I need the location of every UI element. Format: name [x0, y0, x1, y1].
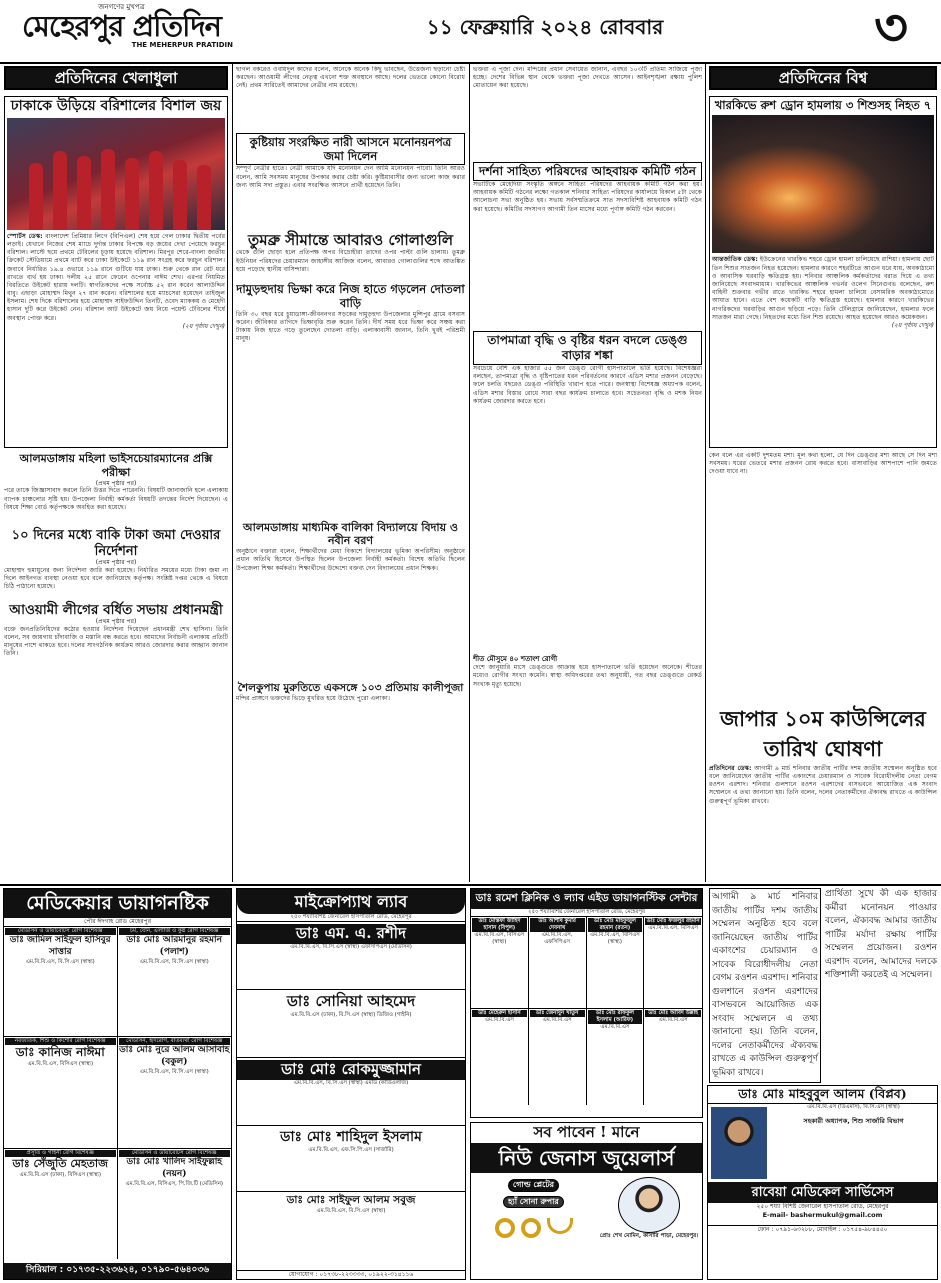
ads-rule	[0, 884, 941, 886]
world-body: ইউক্রেনের খারকিভ শহরে ড্রোন হামলা চালিয়েছে রাশিয়া। হামলায় ছোট তিন শিশুর সাতজন নিহত হয়েছেন। হামলার কারণে শহরটিতে আগুন ধরে যায়, অবকাঠামো ও আবাসিক ঘরবাড়ি ক্ষতিগ্রস্ত হয়। শনিবার আঞ্চলিক কর্মকর্তাদের বরাত দিয়ে এ তথ্য জানিয়েছে সংবাদমাধ্যম। খারকিভের আঞ্চলিক গভর্নর ওলেগ সিনেগুবভ বলেছেন, রুশ বাহিনী শুক্রবার গভীর রাতে খারকিভ শহরে হামলা চালিয়ে বেসামরিক অবকাঠামোতে আঘাত হানে। এতে বেশ কয়েকটি বাড়ি ক্ষতিগ্রস্ত হয়েছে। হামলার কারণে খারকিভের নাগরিকদের ঘরবাড়ির আগুন ছড়িয়ে পড়ে। তিনি টেলিগ্রামে জানিয়েছেন, হামলার ফলে সাতজন মারা গেছে। নিহতদের মধ্যে তিন শিশু রয়েছে। আহত হয়েছেন আরও কয়েকজন।	[712, 256, 935, 321]
medicare-doctor-card[interactable]: মেডিসিন, হৃদরোগ, বাতব্যথা রোগ বিশেষজ্ঞ ডাঃ মোঃ নুরে আলম আসাবাহ (বকুল) এম.বি.বি.এস, বি.সি.এস (স্বাস্থ্য)	[118, 1037, 232, 1149]
jewellers-name: নিউ জেনাস জুয়েলার্স	[471, 1143, 702, 1173]
jewellers-top: সব পাবেন ! মানে	[533, 1123, 640, 1141]
ramesh-title: ডাঃ রমেশ ক্লিনিক ও ল্যাব এইড ডায়াগনস্টিক সেন্টার	[471, 889, 702, 909]
medicare-doctor-card[interactable]: মেডিসিন ও ডায়াবেটিস রোগ বিশেষজ্ঞ ডাঃ মোঃ খালিদ সাইফুল্লাহ (নয়ন) এম.বি.বি.এস, বিসিএস, পি.জি.টি (মেডিসিন)	[118, 1149, 232, 1259]
puja-body: মন্দির প্রাঙ্গণে ভক্তদের ভিড়ে মুখরিত হয়ে উঠেছে পুরো এলাকা।	[236, 695, 390, 703]
micropath-doctor[interactable]: ডাঃ সোনিয়া আহমেদ এম.বি.বি.এস (ঢাকা), বি.সি.এস (স্বাস্থ্য) ডিজিও (গাইনি)	[237, 989, 465, 1057]
medicare-phone[interactable]: সিরিয়াল : ০১৭৩৫-২২৩৬২৪, ০১৭৯০-৫৬৪০৩৬	[4, 1263, 231, 1279]
damurhuda-body: তিনি ৩০ বছর ধরে চুয়াডাঙ্গা-জীবননগর সড়কের দামুড়হুদা উপজেলার মুন্সিপুর গ্রামে বসবাস করেন। জীবিকার তাগিদে ভিক্ষাবৃত্তি শুরু করেন তিনি। দীর্ঘ সময় ধরে ভিক্ষা করে সঞ্চয় করা টাকায় নিজ হাতে গড়ে তুলেছেন দোতলা বাড়ি। এলাকাবাসী জানান, তিনি খুবই পরিশ্রমী মানুষ।	[236, 310, 465, 343]
col3-top-body: ভক্তরা এ পূজা দেন। মন্দিরের প্রধান সেবায়েত জানান, এবছর ১০৩টি প্রতিমা সাজিয়ে পূজা হচ্ছে। দেশের বিভিন্ন স্থান থেকে ভক্তরা পূজা দেখতে আসেন। আইনশৃঙ্খলা রক্ষায় পুলিশ মোতায়েন করা হয়েছে।	[473, 66, 702, 90]
section-header-sports: প্রতিদিনের খেলাধুলা	[4, 66, 228, 90]
dr-mahbub-role: সহকারী অধ্যাপক, শিশু সার্জারি বিভাগ	[803, 1116, 904, 1125]
micropath-doctor[interactable]: ডাঃ মোঃ শাহিদুল ইসলাম এম.বি.বি.এস, এফ.সি.পি.এস (সার্জারি)	[237, 1125, 465, 1191]
micropath-phone[interactable]: যোগাযোগ : ০১৭৩৮-২২৩৩৩৩, ০১৯২২-৩১৪১১৬	[237, 1270, 465, 1279]
dengue-headline[interactable]: তাপমাত্রা বৃদ্ধি ও বৃষ্টির ধরন বদলে ডেঙ্গু বাড়ার শঙ্কা	[487, 333, 688, 362]
col1-lower	[4, 452, 228, 882]
micropath-address: ২৫০ শয্যাবিশিষ্ট জেনারেল হাসপাতাল রোড, মেহেরপুর	[290, 914, 412, 921]
damurhuda-headline[interactable]: দামুড়হুদায় ভিক্ষা করে নিজ হাতে গড়লেন দোতলা বাড়ি	[236, 281, 465, 311]
column-rule	[232, 64, 233, 882]
world-more-link[interactable]: (২য় পৃষ্ঠায় দেখুন)	[891, 321, 934, 329]
jewellers-contact: প্রোঃ শেখ মোমিন, কাসারি পাড়া, মেহেরপুর।	[599, 1233, 699, 1240]
ramesh-doctor-card[interactable]: ডাঃ মেহেরুন হাসান এম.বি.বি.এস	[471, 1009, 529, 1105]
micropath-doctor[interactable]: ডাঃ মোঃ সাইফুল আলম সবুজ এম.বি.বি.এস, বি.সি.এস (স্বাস্থ্য)	[237, 1191, 465, 1243]
clinic-phone[interactable]: ফোন : ০৭৯১-৬৩২৮৮, মোবাইল : ০১৭৫৪-৯৮৪৪৫০	[708, 1225, 937, 1234]
masthead-rule	[0, 62, 941, 64]
cont-label: (প্রথম পৃষ্ঠার পর)	[95, 559, 137, 567]
ring-icon	[495, 1218, 515, 1238]
col3	[473, 66, 702, 882]
dengue-body: সবচেয়ে বেশি এক হাজার ৫৫ জন ডেঙ্গু রোগী হাসপাতালে ভর্তি হয়েছে। বিশেষজ্ঞরা বলছেন, তাপমাত্রা বৃদ্ধি ও বৃষ্টিপাতের ধরন পরিবর্তনের কারণে এডিস মশার প্রজনন বেড়েছে। ফলে চলতি বছরেও ডেঙ্গু পরিস্থিতি খারাপ হতে পারে। জনস্বাস্থ্য বিশেষজ্ঞ অধ্যাপক বলেন, এডিস মশার বিস্তার রোধে সারা বছর কার্যক্রম চালাতে হবে। সচেতনতা বৃদ্ধি ও মশক নিধন কার্যক্রম জোরদার করতে হবে।	[473, 365, 702, 405]
japa-side-text: প্রার্থিতা সুখে কী এক হাজার কর্মীরা মনোনয়ন পাওয়ার বলেন, ঐক্যবদ্ধ আমার জাতীয় পার্টির মর্যাদা রক্ষায় পার্টির সম্মেলন প্রয়োজন। রওশন এরশাদ বলেন, আমাদের দলকে শক্তিশালী করতেই এ সম্মেলন।	[825, 889, 937, 980]
clinic-address: ২৫০ শয্যা বিশিষ্ট জেনারেল হাসপাতাল রোড, মেহেরপুর	[756, 1202, 889, 1210]
sports-more-link[interactable]: (২য় পৃষ্ঠায় দেখুন)	[182, 322, 225, 330]
ramesh-doctor-card[interactable]: ডাঃ জেনাবুন খাতুন এম.বি.বি.এস	[529, 1009, 587, 1105]
sports-section	[4, 66, 228, 94]
darshan-body: সভাটিকে মেহেদিয়া সংস্কৃতি অঙ্গনে সাহিত্য পরিষদের আহবায়ক কমিটি গঠন করা হয়। আহবায়ক কমিটি গঠনের লক্ষ্যে গতকাল শনিবার সাহিত্য পরিষদের কার্যালয়ে বিকাল ৫টা থেকে আলোচনা সভা অনুষ্ঠিত হয়। সভায় সর্বসম্মতিক্রমে সাত সদস্যবিশিষ্ট আহবায়ক কমিটি গঠন করা হয়েছে। কমিটির সদস্যগণ আগামী তিন মাসের মধ্যে পূর্ণাঙ্গ কমিটি গঠন করবেন।	[473, 181, 702, 213]
world-byline: আন্তর্জাতিক ডেস্ক:	[712, 256, 758, 264]
world-headline[interactable]: খারকিভে রুশ ড্রোন হামলায় ৩ শিশুসহ নিহত ৭	[714, 98, 932, 112]
dengue-subhead: শীত মৌসুমে ৪০ শতাংশ রোগী	[473, 655, 558, 663]
japa-side-box: আগামী ৯ মার্চ শনিবার জাতীয় পার্টির দশম জাতীয় সম্মেলন অনুষ্ঠিত হবে বলে জানিয়েছেন জাতীয় পার্টির একাংশের চেয়ারম্যান ও সাবেক বিরোধীদলীয় নেতা বেগম রওশন এরশাদ। শনিবার গুলশানে রওশন এরশাদের বাসভবনে আয়োজিত এক সংবাদ সম্মেলনে এ তথ্য জানানো হয়। তিনি বলেন, দলের নেতাকর্মীদের ঐক্যবদ্ধ রাখতে এ কাউন্সিল গুরুত্বপূর্ণ ভূমিকা রাখবে।	[709, 888, 821, 1083]
medicare-ad[interactable]	[3, 888, 232, 1280]
dr-mahbub-name: ডাঃ মোঃ মাহবুবুল আলম (বিপ্লব)	[708, 1086, 937, 1104]
women-seat-headline[interactable]: কুষ্টিয়ায় সংরক্ষিত নারী আসনে মনোনয়নপত্র জমা দিলেন	[249, 134, 452, 163]
awami-body: বক্তে জনপ্রতিনিধিদের কঠোর হওয়ার নির্দেশনা দিয়েছেন প্রধানমন্ত্রী শেখ হাসিনা। তিনি বলেন, সব জায়গায় চাঁদাবাজি ও মস্তানি বন্ধ করতে হবে। আমাদের নির্বাচনী এলাকায় প্রতিটি মানুষের পাশে থাকতে হবে। দলের সাংগঠনিক কার্যক্রম আরও জোরদার করার আহ্বান জানান তিনি।	[4, 625, 228, 658]
ramesh-doctor-card[interactable]: ডাঃ মোঃ মাহফুজুল রহমান (রতন) এম.বি.বি.এস, বিসিএস (স্বাস্থ্য)	[587, 917, 645, 1009]
ramesh-doctor-card[interactable]: ডাঃ মোঃ রফিকুল ইসলাম (আরিফ) এম.বি.বি.এস	[587, 1009, 645, 1105]
col4-lower	[709, 452, 937, 882]
japa-body: আগামী ৯ মার্চ শনিবার জাতীয় পার্টির দশম জাতীয় সম্মেলন অনুষ্ঠিত হবে বলে জানিয়েছেন জাতীয় পার্টির একাংশের চেয়ারম্যান ও সাবেক বিরোধীদলীয় নেতা বেগম রওশন এরশাদ। শনিবার গুলশানে রওশন এরশাদের বাসভবনে আয়োজিত এক সংবাদ সম্মেলনে এ তথ্য জানানো হয়। তিনি বলেন, দলের নেতাকর্মীদের ঐক্যবদ্ধ রাখতে এ কাউন্সিল গুরুত্বপূর্ণ ভূমিকা রাখবে।	[709, 764, 937, 805]
masthead-name-en: THE MEHERPUR PRATIDIN	[131, 41, 233, 50]
medicare-doctor-card[interactable]: প্রসূতি ও গাইনী রোগ বিশেষজ্ঞ ডাঃ সেঁজুতি মেহতাজ এম.বি.বি.এস (ঢাকা), বিসিএস (স্বাস্থ্য)	[4, 1149, 118, 1259]
medicare-doctor-card[interactable]: মেডিসিন ও ডায়াবেটিস রোগ বিশেষজ্ঞ ডাঃ জামিল সাইফুল হাসিবুর সাত্তার এম.বি.বি.এস, বি.সি.এস (স্বাস্থ্য)	[4, 927, 118, 1037]
medicare-doctor-card[interactable]: চর্ম, যৌন, এলার্জি ও কুষ্ঠ রোগ বিশেষজ্ঞ ডাঃ মোঃ আরমানুর রহমান (পলাশ) এম.বি.বি.এস, বি.সি.এস (স্বাস্থ্য)	[118, 927, 232, 1037]
micropath-doctor[interactable]: ডাঃ এম. এ. রশীদ এম.বি.বি.এস, বি.সি.এস (স্বাস্থ্য) এফসিপিএস (মেডিসিন)	[237, 921, 465, 989]
masthead-tagline: জনগণের মুখপত্র	[98, 3, 145, 11]
col2-top-body: ছাগল বকরেও ওবায়দুল কাদের বলেন, অনেকে অনেক কিছু ভাবছেন, উত্তেজনা ছড়ানো চেষ্টা করছেন। আওয়ামী লীগের নেতৃত্ব এখনো শক্ত অবস্থানে আছে। দলের ভেতরে কোনো বিরোধ নেই। প্রথম সারিতেই আমাদের নেত্রীর নাম রয়েছে।	[236, 66, 465, 90]
medicare-title: মেডিকেয়ার ডায়াগনষ্টিক	[4, 889, 231, 918]
jewellers-tag2: হ্যাঁ সোনা রুপার	[503, 1196, 564, 1209]
world-section	[709, 66, 937, 94]
section-header-world: প্রতিদিনের বিশ্ব	[709, 66, 937, 90]
ramesh-clinic-ad[interactable]	[470, 888, 703, 1118]
japa-byline: প্রতিদিনের ডেস্ক:	[709, 764, 752, 772]
clinic-name: রাবেয়া মেডিকেল সার্ভিসেস	[708, 1182, 937, 1203]
owner-photo	[618, 1177, 680, 1233]
date-line: ১১ ফেব্রুয়ারি ২০২৪ রোববার	[426, 15, 664, 39]
ring-icon	[521, 1218, 541, 1238]
col2	[236, 66, 465, 882]
darshan-headline[interactable]: দর্শনা সাহিত্য পরিষদের আহবায়ক কমিটি গঠন	[479, 164, 696, 178]
micropath-doctor[interactable]: ডাঃ মোঃ রোকমুজ্জামান এম.বি.বি.এস, বি.সি.এস (স্বাস্থ্য) এমডি (কার্ডিওলজি)	[237, 1057, 465, 1125]
sports-body: বাংলাদেশ প্রিমিয়ার লিগে (বিপিএল) শেষ হয়ে গেল ঢাকার দ্বিতীয় পর্বের লড়াই। যেখানে নিজের শেষ ম্যাচে দুর্দান্ত ঢাকার বিপক্ষে বড় জয়ের দেখা পেয়েছে ফরচুন বরিশাল। লাস্টে ছয়ে প্রথমে টেবিলের চূড়ায় হয়েছে বরিশাল। মিরপুর শেরে-বাংলা জাতীয় ক্রিকেট স্টেডিয়ামে প্রথমে ব্যাট করে ঢাকা উইকেটে ১১৯ রান সংগ্রহ করে ফরচুন বরিশাল। জবাবে নির্ধারিত ১৯.৪ ওভারে ১১৯ রানে গুটিয়ে যায় ঢাকা। শুরু থেকে রান রেট ধরে রাখতে ব্যর্থ হয় ঢাকা। দলীয় ২৫ রানে ফেরেন ওপেনার নাঈম শেখ। এরপর নিয়মিত বিরতিতে উইকেট হারায় দলটি। স্বাগতিকদের পক্ষে সর্বোচ্চ ৫২ রান করেন আলাউদ্দিন বাবু। এছাড়া মোহাম্মদ মিথুন ২৭ রান করেন। বরিশালের হয়ে ম্যাচসেরা হয়েছেন তাইজুল ইসলাম। শেষ দিকে বরিশালের হয়ে মোহাম্মদ সাইফউদ্দিন তিনটি, ওবেদ ম্যাককয় ও মেহেদী হাসান দুটি করে উইকেট নেন। বরিশাল আট উইকেটে জয় নিয়ে পয়েন্ট টেবিলের শীর্ষে অবস্থান পোক্ত করে।	[7, 232, 225, 322]
border-headline[interactable]: তুমব্রু সীমান্তে আবারও গোলাগুলি	[247, 231, 453, 250]
sports-headline[interactable]: ঢাকাকে উড়িয়ে বরিশালের বিশাল জয়	[10, 98, 222, 114]
drone-attack-photo	[712, 115, 934, 253]
ramesh-doctor-card[interactable]: ডাঃ মোঃ ফজলুর রহমান এম.বি.বি.এস, বিসিএস	[644, 917, 702, 1009]
cricket-team-photo	[7, 118, 225, 230]
cont-label: (প্রথম পৃষ্ঠার পর)	[95, 479, 137, 487]
ramesh-doctor-card[interactable]: ডাঃ মোঃ আবিদ উল্লাহ এম.বি.বি.এস	[644, 1009, 702, 1105]
medicare-doctor-card[interactable]: নবজাতক, শিশু ও কিশোর রোগ বিশেষজ্ঞ ডাঃ কানিজ নাঈমা এম.বি.বি.এস, বিসিএস (স্বাস্থ্য)	[4, 1037, 118, 1149]
page-number: ৩	[874, 2, 908, 58]
ramesh-doctor-grid	[471, 916, 702, 1105]
school-headline[interactable]: আলমডাঙ্গায় মাধ্যমিক বালিকা বিদ্যালয়ে বিদায় ও নবীন বরণ	[242, 520, 459, 548]
clinic-email[interactable]: E-mail- bashermukul@gmail.com	[762, 1210, 883, 1219]
ramesh-doctor-card[interactable]: ডাঃ মোস্তফা জাহিদ হাসান (বিপুল) এম.বি.বি.এস, বিসিএস (স্বাস্থ্য)	[471, 917, 529, 1009]
jewellers-ad[interactable]	[470, 1122, 703, 1280]
dr-mahbub-ad[interactable]	[707, 1085, 938, 1280]
dengue-body-2: দেশে জানুয়ারি মাসে ডেঙ্গুতে আক্রান্ত হয়ে হাসপাতালে ভর্তি হয়েছেন অনেকে। শীতের মধ্যেও রোগীর সংখ্যা কমেনি। স্বাস্থ্য অধিদপ্তরের তথ্য অনুযায়ী, গত বছর ডেঙ্গুতে রেকর্ড সংখ্যক মৃত্যু হয়েছে।	[473, 664, 702, 688]
border-body: থেকে গুলি ছোড়া হলে প্রতিপক্ষ অপর বিদ্রোহীরা তাদের ওপর পাল্টা গুলি চালায়। তুমব্রু ইউনিয়ন পরিষদের চেয়ারম্যান জাহাঙ্গীর আজিজ বলেন, আবারও গোলাগুলির শব্দে আতঙ্কিত হয়ে পড়েছে স্থানীয় বাসিন্দারা।	[236, 249, 465, 273]
sports-byline: স্পোর্টস ডেস্ক:	[7, 232, 43, 240]
col4-top-body: কেন বলে এর একটি দুশমতম মশা। মূল কথা হলো, যে দিন ডেঙ্গুর মশা আছে সে দিন মশা সবসময়। ঘরের ভেতরে মশার প্রজনন রোধ করতে হবে। বাসাবাড়ির আশপাশে পানি জমতে দেওয়া যাবে না।	[709, 452, 937, 476]
loan-body: মোহাম্মদ হুমায়ুনের জন্য নির্দেশনা জারি করা হয়েছে। নির্ধারিত সময়ের মধ্যে টাকা জমা না দিলে আইনগত ব্যবস্থা নেওয়া হবে বলে জানিয়েছে কর্তৃপক্ষ। সংশ্লিষ্ট দপ্তর থেকে এ বিষয়ে চিঠি পাঠানো হয়েছে।	[4, 567, 228, 591]
jewellers-tag1: গোল্ড প্লেটের	[508, 1179, 559, 1192]
masthead-name[interactable]: মেহেরপুর প্রতিদিন	[22, 9, 221, 44]
jewellery-images	[471, 1218, 596, 1238]
doctor-photo	[711, 1107, 767, 1179]
awami-headline[interactable]: আওয়ামী লীগের বর্ধিত সভায় প্রধানমন্ত্রী	[9, 601, 223, 618]
vc-body: পরে তাকে জিজ্ঞাসাবাদ করলে তিনি উত্তর দিতে পারেননি। বিষয়টি জানাজানি হলে এলাকায় ব্যাপক চাঞ্চল্যের সৃষ্টি হয়। উপজেলা নির্বাহী কর্মকর্তা বিষয়টি তদন্তের নির্দেশ দিয়েছেন। এ বিষয়ে শিক্ষা বোর্ড কর্তৃপক্ষকে অবহিত করা হয়েছে।	[4, 487, 228, 511]
sports-story	[4, 96, 228, 448]
women-seat-body: সম্পূর্ণ নেত্রীর হাতে। নেত্রী আমাকে যদি মনোনয়ন দেন আমি মনোনয়ন পাবো। তিনি আরও বলেন, আমি সবসময় মানুষের উপকার করার চেষ্টা করি। কুষ্টিয়াবাসীর জন্য ভালো কাজ করার জন্য আমি সদা প্রস্তুত। এবার সংরক্ষিত আসনে প্রার্থী হয়েছেন তিনি।	[236, 165, 465, 189]
ramesh-doctor-card[interactable]: ডাঃ আশীষ কুমার দেবনাথ এম.বি.বি.এস, এফসিপিএস	[529, 917, 587, 1009]
loan-headline[interactable]: ১০ দিনের মধ্যে বাকি টাকা জমা দেওয়ার নির্দেশনা	[11, 527, 221, 559]
micropath-title: মাইক্রোপ্যাথ ল্যাব	[237, 889, 465, 914]
puja-headline[interactable]: শৈলকুপায় মুরুতিতে একসঙ্গে ১০৩ প্রতিমায় কালীপূজা	[237, 682, 464, 695]
medicare-doctor-grid	[4, 926, 231, 1259]
vc-headline[interactable]: আলমডাঙ্গায় মহিলা ভাইসচেয়ারম্যানের প্রক্সি পরীক্ষা	[19, 452, 213, 479]
column-rule	[469, 64, 470, 882]
dr-mahbub-degree: এম.বি.বি.এস (ডিএমসি), বি.সি.এস (স্বাস্থ্য)	[807, 1103, 900, 1110]
world-story	[709, 96, 937, 448]
school-body: অনুষ্ঠানে বক্তারা বলেন, শিক্ষার্থীদের মেধা বিকাশে বিদ্যালয়ের ভূমিকা অপরিসীম। অনুষ্ঠানে প্রধান অতিথি হিসেবে উপস্থিত ছিলেন উপজেলা নির্বাহী কর্মকর্তা। বিশেষ অতিথি ছিলেন উপজেলা শিক্ষা কর্মকর্তা। শিক্ষার্থীদের উদ্দেশ্যে বক্তব্য দেন বিদ্যালয়ের প্রধান শিক্ষক।	[236, 548, 465, 572]
cont-label: (প্রথম পৃষ্ঠার পর)	[95, 617, 137, 625]
japa-headline[interactable]: জাপার ১০ম কাউন্সিলের তারিখ ঘোষণা	[720, 706, 926, 762]
necklace-icon	[547, 1218, 573, 1234]
medicare-subtitle: পৌর ঈদগাহ রোড মেহেরপুর	[83, 918, 152, 926]
ramesh-address: ২৫০ শয্যাবিশিষ্ট জেনারেল হাসপাতাল রোড, মেহেরপুর	[528, 908, 645, 915]
micropath-ad[interactable]	[236, 888, 466, 1280]
column-rule	[705, 64, 706, 882]
masthead	[4, 3, 239, 58]
